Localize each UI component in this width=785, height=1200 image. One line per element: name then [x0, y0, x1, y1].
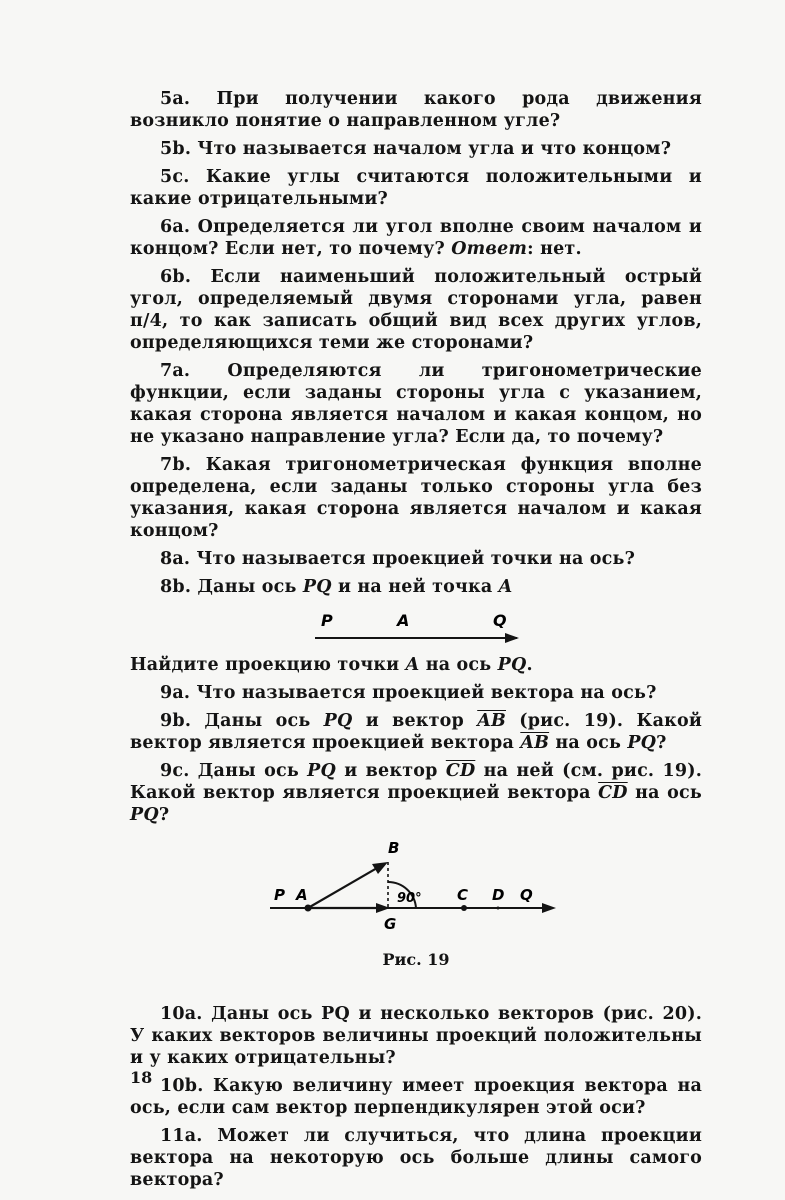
fig19-label-g: G: [384, 915, 397, 933]
question-5b: 5b. Что называется началом угла и что концом?: [160, 139, 672, 159]
vector-cd: $\overline{CD}$: [445, 761, 476, 781]
figure-19: [260, 842, 560, 942]
fig19-label-q: Q: [520, 886, 533, 904]
fig19-label-p: P: [274, 886, 285, 904]
question-7b: 7b. Какая тригонометрическая функция вполне определена, если заданы только стороны угла без указания, какая сторона является началом и какая концом?: [130, 455, 702, 541]
page-content: [130, 88, 702, 1191]
fig19-label-d: D: [492, 886, 505, 904]
question-6a: 6a. Определяется ли угол вполне своим началом и концом? Если нет, то почему? Ответ: нет.: [130, 217, 702, 259]
axis-label-q: Q: [493, 611, 507, 630]
axis-arrowhead: [505, 633, 519, 643]
fig19-label-a: A: [296, 886, 308, 904]
question-8b-find: Найдите проекцию точки A на ось PQ.: [130, 655, 533, 675]
question-5a: 5a. При получении какого рода движения возникло понятие о направленном угле?: [130, 89, 702, 131]
point-d: [497, 907, 500, 910]
axis-label-a: A: [397, 611, 410, 630]
question-10a: 10a. Даны ось PQ и несколько векторов (рис. 20). У каких векторов величины проекций положительны и у каких отрицательны?: [130, 1004, 702, 1068]
point-c: [461, 905, 467, 911]
question-8b: 8b. Даны ось PQ и на ней точка A: [160, 577, 513, 597]
question-6b: 6b. Если наименьший положительный острый угол, определяемый двумя сторонами угла, равен π/4, то как записать общий вид всех других углов, определяющихся теми же сторонами?: [130, 267, 702, 353]
axis-label-p: P: [321, 611, 333, 630]
point-a: [305, 905, 312, 912]
question-9c: 9c. Даны ось PQ и вектор $\overline{CD}$ на ней (см. рис. 19). Какой вектор является проекцией вектора $\overline{CD}$ на ось PQ?: [130, 761, 702, 825]
page-number: 18: [130, 1068, 153, 1087]
fig19-axis-arrowhead: [542, 903, 556, 913]
figure-19-caption: Рис. 19: [382, 950, 450, 969]
question-5c: 5c. Какие углы считаются положительными и какие отрицательными?: [130, 167, 702, 209]
vector-ab: $\overline{AB}$: [477, 711, 506, 731]
axis-figure: [305, 608, 535, 648]
question-9b: 9b. Даны ось PQ и вектор $\overline{AB}$ (рис. 19). Какой вектор является проекцией вектора $\overline{AB}$ на ось PQ?: [130, 711, 702, 753]
question-10b: 10b. Какую величину имеет проекция вектора на ось, если сам вектор перпендикулярен этой оси?: [130, 1076, 702, 1118]
fig19-angle-label: 90°: [397, 891, 422, 906]
fig19-label-b: B: [388, 842, 400, 857]
fig19-label-c: C: [457, 886, 469, 904]
answer-label: Ответ: [451, 239, 528, 259]
question-11a: 11a. Может ли случиться, что длина проекции вектора на некоторую ось больше длины самого вектора?: [130, 1126, 702, 1190]
vector-ab-line: [308, 864, 384, 908]
question-9a: 9a. Что называется проекцией вектора на ось?: [160, 683, 657, 703]
vector-ab-arrowhead: [372, 862, 388, 874]
question-8a: 8a. Что называется проекцией точки на ось?: [160, 549, 636, 569]
question-7a: 7a. Определяются ли тригонометрические функции, если заданы стороны угла с указанием, какая сторона является началом и какая концом, но не указано направление угла? Если да, то почему?: [130, 361, 702, 447]
